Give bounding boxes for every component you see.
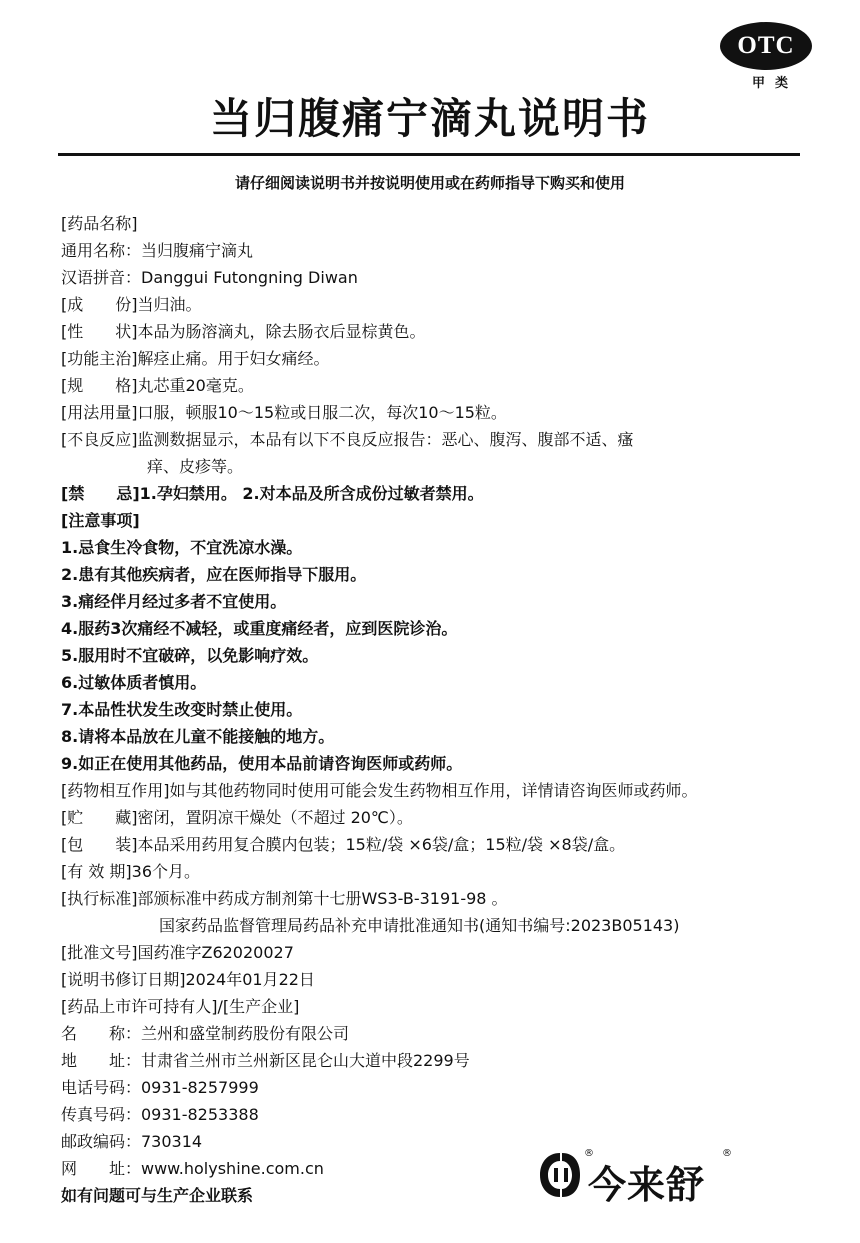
section-holder: [药品上市许可持有人]/[生产企业] [61, 997, 300, 1016]
document-title: 当归腹痛宁滴丸说明书 [209, 94, 650, 143]
appearance: [性 状]本品为肠溶滴丸，除去肠衣后显棕黄色。 [61, 322, 426, 341]
precaution-item: 7.本品性状发生改变时禁止使用。 [61, 700, 303, 719]
phone-number: 电话号码：0931-8257999 [61, 1078, 259, 1097]
adverse-reactions: [不良反应]监测数据显示，本品有以下不良反应报告：恶心、腹泻、腹部不适、瘙 [61, 430, 634, 449]
otc-mark [718, 22, 818, 91]
precaution-item: 5.服用时不宜破碎，以免影响疗效。 [61, 646, 319, 665]
company-name: 名 称：兰州和盛堂制药股份有限公司 [61, 1024, 350, 1043]
website: 网 址：www.holyshine.com.cn [61, 1159, 324, 1178]
approval-notice: 国家药品监督管理局药品补充申请批准通知书(通知书编号:2023B05143) [159, 916, 680, 935]
indications: [功能主治]解痉止痛。用于妇女痛经。 [61, 349, 330, 368]
execution-standard: [执行标准]部颁标准中药成方制剂第十七册WS3-B-3191-98 。 [61, 889, 508, 908]
precaution-item: 9.如正在使用其他药品，使用本品前请咨询医师或药师。 [61, 754, 463, 773]
brand-emblem-icon [536, 1150, 584, 1200]
otc-class-label: 甲类 [751, 76, 798, 91]
approval-number: [批准文号]国药准字Z62020027 [61, 943, 294, 962]
packaging: [包 装]本品采用药用复合膜内包装；15粒/袋 ×6袋/盒；15粒/袋 ×8袋/盒。 [61, 835, 626, 854]
generic-name: 通用名称：当归腹痛宁滴丸 [61, 241, 254, 260]
dosage: [用法用量]口服，顿服10～15粒或日服二次，每次10～15粒。 [61, 403, 507, 422]
validity-period: [有 效 期]36个月。 [61, 862, 201, 881]
pinyin-name: 汉语拼音：Danggui Futongning Diwan [61, 268, 358, 287]
precaution-item: 8.请将本品放在儿童不能接触的地方。 [61, 727, 335, 746]
section-precautions: [注意事项] [61, 511, 140, 530]
section-drug-name: [药品名称] [61, 214, 138, 233]
storage: [贮 藏]密闭，置阴凉干燥处（不超过 20℃）。 [61, 808, 413, 827]
precaution-item: 3.痛经伴月经过多者不宜使用。 [61, 592, 287, 611]
fax-number: 传真号码：0931-8253388 [61, 1105, 259, 1124]
contraindications: [禁 忌]1.孕妇禁用。 2.对本品及所含成份过敏者禁用。 [61, 484, 484, 503]
precaution-item: 6.过敏体质者慎用。 [61, 673, 207, 692]
title-divider [58, 153, 800, 156]
ingredients: [成 份]当归油。 [61, 295, 202, 314]
brand-logo [536, 1150, 736, 1210]
registered-mark: ® [584, 1148, 594, 1159]
drug-interactions: [药物相互作用]如与其他药物同时使用可能会发生药物相互作用，详情请咨询医师或药师。 [61, 781, 698, 800]
revision-date: [说明书修订日期]2024年01月22日 [61, 970, 315, 989]
instruction-body [61, 210, 841, 1209]
specification: [规 格]丸芯重20毫克。 [61, 376, 254, 395]
precaution-item: 2.患有其他疾病者，应在医师指导下服用。 [61, 565, 367, 584]
contact-note: 如有问题可与生产企业联系 [61, 1186, 254, 1205]
registered-mark: ® [722, 1148, 732, 1159]
brand-name: 今来舒 [588, 1163, 706, 1207]
adverse-reactions-cont: 痒、皮疹等。 [147, 457, 244, 476]
postal-code: 邮政编码：730314 [61, 1132, 203, 1151]
precaution-item: 4.服药3次痛经不减轻，或重度痛经者，应到医院诊治。 [61, 619, 458, 638]
precaution-item: 1.忌食生冷食物，不宜洗凉水澡。 [61, 538, 303, 557]
company-address: 地 址：甘肃省兰州市兰州新区昆仑山大道中段2299号 [61, 1051, 470, 1070]
otc-badge: OTC [720, 22, 812, 70]
usage-notice: 请仔细阅读说明书并按说明使用或在药师指导下购买和使用 [234, 174, 625, 192]
